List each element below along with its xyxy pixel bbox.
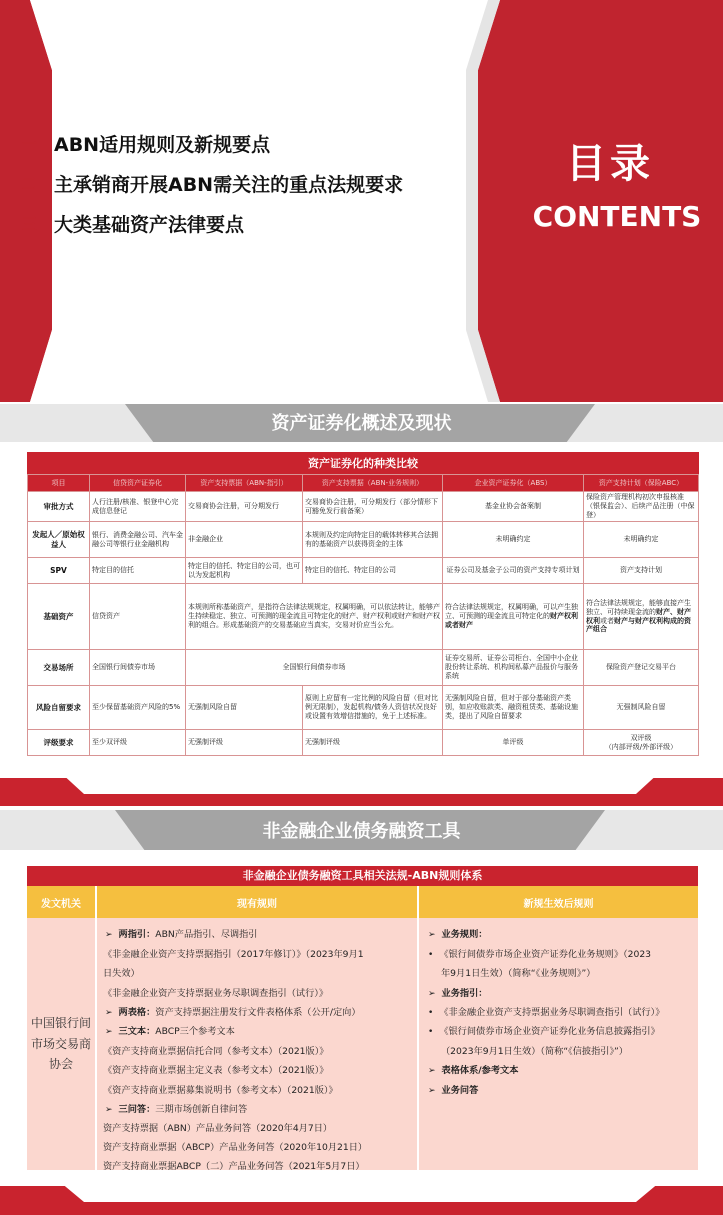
table-header-row <box>28 475 699 492</box>
list-item: ➢ 业务指引： <box>428 988 488 999</box>
dot-bullet-icon: • <box>428 1008 434 1018</box>
table-cell: 资产支持计划 <box>584 558 699 584</box>
table-cell <box>443 584 584 650</box>
list-item: ➢ 两指引：ABN产品指引、尽调指引 <box>105 929 258 940</box>
toc-number: 二 <box>22 175 38 193</box>
issuing-organization: 中国银行间市场交易商协会 <box>30 1016 91 1072</box>
table-cell: 本规则及约定向特定目的载体转移其合法拥有的基础资产以获得资金的主体 <box>303 522 443 558</box>
table-cell: 保险资产登记交易平台 <box>584 650 699 686</box>
table-cell <box>584 730 699 756</box>
list-item: ➢ 业务规则： <box>428 929 488 940</box>
table-cell: 无强制评级 <box>303 730 443 756</box>
table-row-spv <box>28 558 699 584</box>
list-item: ➢ 三文本：ABCP三个参考文本 <box>105 1026 235 1037</box>
list-item: 资产支持商业票据ABCP（二）产品业务问答（2021年5月7日） <box>103 1161 365 1172</box>
toc-label: 大类基础资产法律要点 <box>54 214 245 236</box>
table-title: 非金融企业债务融资工具相关法规-ABN规则体系 <box>27 866 698 886</box>
table-cell: 基金业协会备案制 <box>443 492 584 522</box>
list-item: ➢ 两表格：资产支持票据注册发行文件表格体系（公开/定向） <box>105 1007 361 1018</box>
list-item: 《资产支持商业票据主定义表（参考文本）（2021版）》 <box>103 1065 329 1076</box>
list-item: 日失效） <box>103 968 140 979</box>
table-cell: 全国银行间债券市场 <box>186 650 443 686</box>
table-cell: 无强制风险自留，但对于部分基础资产类别，如应收账款类、融资租赁类、基础设施类，提出了风险自留要求 <box>443 686 584 730</box>
toc-number: 一 <box>22 135 38 153</box>
table-cell: 无强制风险自留 <box>186 686 303 730</box>
list-item: 年9月1日生效）（简称“《业务规则》”） <box>441 968 596 979</box>
list-item: ➢ 业务问答 <box>428 1085 479 1096</box>
toc-item-1[interactable] <box>22 130 270 157</box>
table-cell: 银行、消费金融公司、汽车金融公司等银行业金融机构 <box>90 522 186 558</box>
row-header: 发起人／原始权益人 <box>28 522 90 558</box>
row-header: 基础资产 <box>28 584 90 650</box>
table-cell: 特定目的信托 <box>90 558 186 584</box>
column-header: 信贷资产证券化 <box>90 475 186 492</box>
slide-title: 资产证券化概述及现状 <box>271 413 452 434</box>
list-item: （2023年9月1日生效）（简称“《信披指引》”） <box>441 1046 628 1057</box>
cell-text: 双评级 <box>630 733 652 742</box>
arrow-bullet-icon: ➢ <box>105 930 113 940</box>
table-caption: 资产证券化的种类比较 <box>27 452 699 474</box>
securitization-overview-slide <box>0 404 723 808</box>
dot-bullet-icon: • <box>428 950 434 960</box>
table-cell: 全国银行间债券市场 <box>90 650 186 686</box>
column-header: 资产支持计划（保险ABC） <box>584 475 699 492</box>
row-header: 审批方式 <box>28 492 90 522</box>
table-cell: 交易商协会注册，可分期发行 <box>186 492 303 522</box>
slide-title: 非金融企业债务融资工具 <box>262 821 461 842</box>
row-header: 评级要求 <box>28 730 90 756</box>
column-header: 资产支持票据（ABN-指引） <box>186 475 303 492</box>
table-row-originator <box>28 522 699 558</box>
contents-slide <box>0 0 723 402</box>
table-cell: 证券公司及基金子公司的资产支持专项计划 <box>443 558 584 584</box>
list-item: 《非金融企业资产支持票据业务尽职调查指引（试行）》 <box>103 988 329 999</box>
toc-label: 主承销商开展ABN需关注的重点法规要求 <box>54 174 404 196</box>
arrow-bullet-icon: ➢ <box>105 1027 113 1037</box>
arrow-bullet-icon: ➢ <box>428 1066 436 1076</box>
cell-text: （内部评级/外部评级） <box>604 742 678 751</box>
dot-bullet-icon: • <box>428 1027 434 1037</box>
row-header: 风险自留要求 <box>28 686 90 730</box>
column-header: 项目 <box>28 475 90 492</box>
table-cell: 保险资产管理机构初次申报核准（银保监会）、后续产品注册（中保登） <box>584 492 699 522</box>
list-item: ➢ 三问答：三期市场创新自律问答 <box>105 1104 248 1115</box>
arrow-bullet-icon: ➢ <box>428 1086 436 1096</box>
list-item: ➢ 表格体系/参考文本 <box>428 1065 519 1076</box>
table-cell: 人行注册/核准、银登中心完成信息登记 <box>90 492 186 522</box>
table-cell: 本规则所称基础资产，是指符合法律法规规定，权属明确，可以依法转让，能够产生持续稳定、独立、可预测的现金流且可特定化的财产、财产权利或财产和财产权利的组合。形成基础资产的交易基础应当真实，交易对价应当公允。 <box>186 584 443 650</box>
table-cell: 非金融企业 <box>186 522 303 558</box>
table-cell: 未明确约定 <box>443 522 584 558</box>
cell-text: 符合法律法规规定，能够直接产生独立、可持续现金流的 <box>586 599 691 616</box>
table-cell: 未明确约定 <box>584 522 699 558</box>
table-cell: 至少保留基础资产风险的5% <box>90 686 186 730</box>
arrow-bullet-icon: ➢ <box>428 989 436 999</box>
contents-title-cn: 目录 <box>566 141 654 187</box>
cell-emphasis: 财产权利或者财产 <box>445 612 578 629</box>
arrow-bullet-icon: ➢ <box>428 930 436 940</box>
list-item: 《资产支持商业票据信托合同（参考文本）（2021版）》 <box>103 1046 329 1057</box>
cell-text: 符合法律法规规定，权属明确，可以产生独立、可预测的现金流且可特定化的 <box>445 603 578 621</box>
table-row-venue <box>28 650 699 686</box>
table-cell: 证券交易所、证券公司柜台、全国中小企业股份转让系统、机构间私募产品报价与服务系统 <box>443 650 584 686</box>
contents-title-en: CONTENTS <box>532 200 702 233</box>
list-item: 《非金融企业资产支持票据指引（2017年修订）》（2023年9月1 <box>103 949 364 960</box>
toc-number: 三 <box>22 215 38 233</box>
footer-bar <box>0 1182 723 1215</box>
column-header: 企业资产证券化（ABS） <box>443 475 584 492</box>
securitization-comparison-table <box>27 452 699 756</box>
header-existing-rules: 现有规则 <box>97 886 417 918</box>
toc-item-3[interactable] <box>22 210 244 237</box>
table-row-approval <box>28 492 699 522</box>
row-header: 交易场所 <box>28 650 90 686</box>
cell-emphasis: 财产与财产权利构成的资产组合 <box>586 616 691 634</box>
toc-item-2[interactable] <box>22 170 403 197</box>
table-cell: 特定目的信托、特定目的公司 <box>303 558 443 584</box>
arrow-bullet-icon: ➢ <box>105 1008 113 1018</box>
table-cell: 原则上应留有一定比例的风险自留（但对比例无限制），发起机构/债务人资信状况良好或设置有效增信措施的，免于上述标准。 <box>303 686 443 730</box>
table-row-asset <box>28 584 699 650</box>
toc-label: ABN适用规则及新规要点 <box>54 134 271 156</box>
table-cell: 信贷资产 <box>90 584 186 650</box>
table-row-retention <box>28 686 699 730</box>
table-cell: 特定目的信托、特定目的公司，也可以为发起机构 <box>186 558 303 584</box>
list-item: 资产支持商业票据（ABCP）产品业务问答（2020年10月21日） <box>103 1142 368 1153</box>
debt-financing-slide <box>0 810 723 1215</box>
table-row-rating <box>28 730 699 756</box>
table-cell <box>584 584 699 650</box>
header-issuer: 发文机关 <box>27 886 95 918</box>
cell-text: 或者 <box>600 616 614 625</box>
list-item: • 《银行间债券市场企业资产证券化业务规则》（2023 <box>428 949 652 960</box>
table-cell: 交易商协会注册，可分期发行（部分情形下可豁免发行前备案） <box>303 492 443 522</box>
table-cell: 单评级 <box>443 730 584 756</box>
list-item: • 《银行间债券市场企业资产证券化业务信息披露指引》 <box>428 1026 660 1037</box>
list-item: 资产支持票据（ABN）产品业务问答（2020年4月7日） <box>103 1123 333 1134</box>
column-header: 资产支持票据（ABN-业务规则） <box>303 475 443 492</box>
list-item: 《资产支持商业票据募集说明书（参考文本）（2021版）》 <box>103 1085 338 1096</box>
row-header: SPV <box>28 558 90 584</box>
table-cell: 无强制评级 <box>186 730 303 756</box>
arrow-bullet-icon: ➢ <box>105 1105 113 1115</box>
list-item: • 《非金融企业资产支持票据业务尽职调查指引（试行）》 <box>428 1007 665 1018</box>
footer-bar <box>0 772 723 808</box>
table-cell: 无强制风险自留 <box>584 686 699 730</box>
header-new-rules: 新规生效后规则 <box>419 886 698 918</box>
cell-emphasis: 财产、财产权利 <box>586 607 691 625</box>
table-cell: 至少双评级 <box>90 730 186 756</box>
